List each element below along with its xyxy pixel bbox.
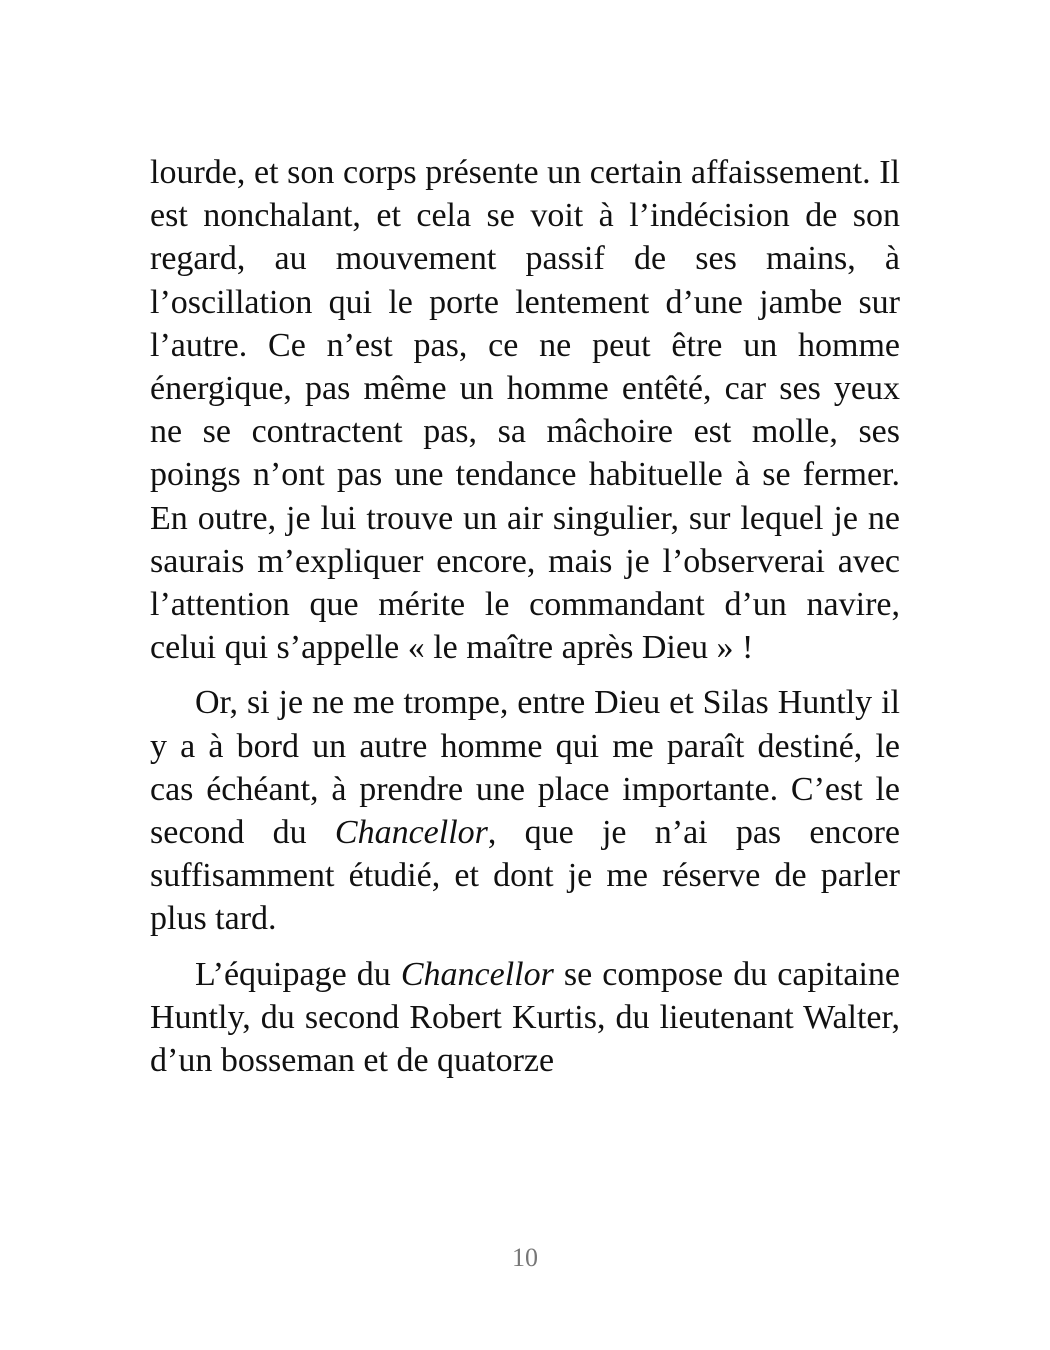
paragraph: [150, 151, 900, 669]
page-number: 10: [512, 1243, 538, 1272]
paragraph-text: , que je n’ai pas encore suffisamment étudié, et dont je me réserve de parler plus tard.: [150, 814, 901, 938]
paragraph-text: Or, si je ne me trompe, entre Dieu et Silas Huntly il y a à bord un autre homme qui me paraît destiné, le cas échéant, à prendre une place importante. C’est le second du: [150, 684, 900, 852]
ship-name-italic: Chancellor: [400, 955, 554, 993]
paragraph: [150, 953, 900, 1083]
paragraph-text: lourde, et son corps présente un certain affaissement. Il est nonchalant, et cela se voit à l’indécision de son regard, au mouvement passif de ses mains, à l’oscillation qui le porte lentement d’une jambe sur l’autre. Ce n’est pas, ce ne peut être un homme énergique, pas même un homme entêté, car ses yeux ne se contractent pas, sa mâchoire est molle, ses poings n’ont pas une tendance habituelle à se fermer. En outre, je lui trouve un air singulier, sur lequel je ne saurais m’expliquer encore, mais je l’observerai avec l’attention que mérite le commandant d’un navire, celui qui s’appelle « le maître après Dieu » !: [150, 154, 900, 667]
paragraph-text: L’équipage du: [195, 955, 401, 993]
page-body: [150, 151, 900, 1082]
paragraph: [150, 681, 900, 940]
paragraph-text: se compose du capitaine Huntly, du second Robert Kurtis, du lieutenant Walter, d’un bosseman et de quatorze: [150, 955, 900, 1080]
ship-name-italic: Chancellor: [334, 814, 488, 852]
